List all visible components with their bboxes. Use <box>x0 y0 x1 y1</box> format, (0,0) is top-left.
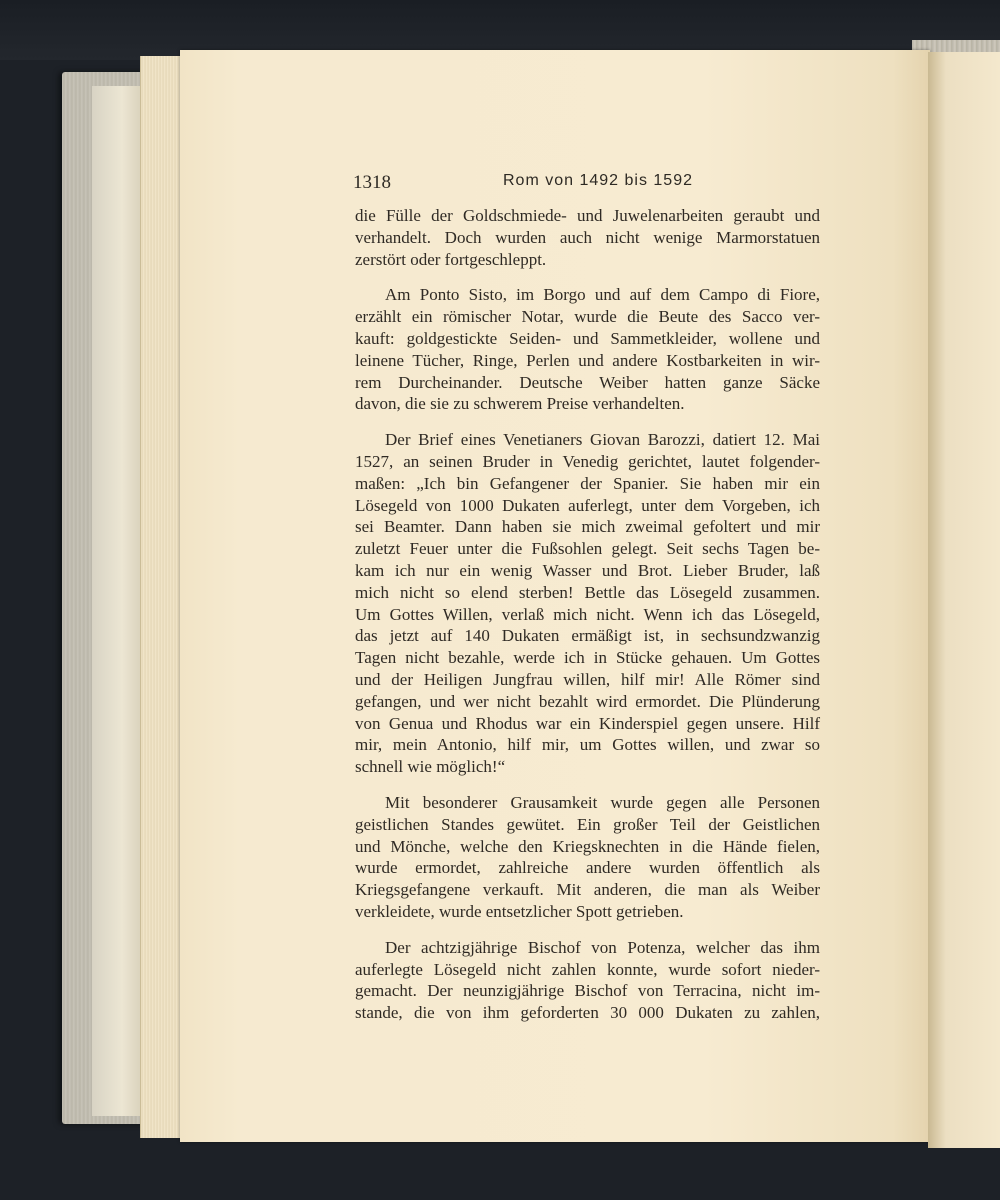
text-line: schnell wie möglich!“ <box>355 757 506 777</box>
text-line: stande, die von ihm geforderten 30 000 Dukaten zu zahlen, <box>355 1003 820 1023</box>
text-line: mir, mein Antonio, hilf mir, um Gottes willen, und zwar so <box>355 735 820 755</box>
text-line: gefangen, und wer nicht bezahlt wird ermordet. Die Plünderung <box>355 691 820 711</box>
paragraph <box>355 937 820 1024</box>
text-line: Der achtzigjährige Bischof von Potenza, welcher das ihm <box>385 937 820 957</box>
text-line: wurde ermordet, zahlreiche andere wurden öffentlich als <box>355 858 820 878</box>
text-line: rem Durcheinander. Deutsche Weiber hatten ganze Säcke <box>355 372 820 392</box>
text-line: Um Gottes Willen, verlaß mich nicht. Wenn ich das Lösegeld, <box>355 604 820 624</box>
text-line: gemacht. Der neunzigjährige Bischof von Terracina, nicht im- <box>355 981 820 1001</box>
text-line: und der Heiligen Jungfrau willen, hilf mir! Alle Römer sind <box>355 669 820 689</box>
text-line: zuletzt Feuer unter die Fußsohlen gelegt. Seit sechs Tagen be- <box>355 539 820 559</box>
text-line: Lösegeld von 1000 Dukaten auferlegt, unter dem Vorgeben, ich <box>355 495 820 515</box>
paragraph <box>355 429 820 778</box>
text-line: auferlegte Lösegeld nicht zahlen konnte, wurde sofort nieder- <box>355 959 820 979</box>
running-head: Rom von 1492 bis 1592 <box>503 172 693 189</box>
body-text <box>355 205 820 1024</box>
text-line: das jetzt auf 140 Dukaten ermäßigt ist, in sechsundzwanzig <box>355 626 820 646</box>
text-line: leinene Tücher, Ringe, Perlen und andere Kostbarkeiten in wir- <box>355 350 820 370</box>
text-line: Am Ponto Sisto, im Borgo und auf dem Campo di Fiore, <box>385 285 820 305</box>
page-number: 1318 <box>353 172 391 193</box>
paragraph <box>355 284 820 415</box>
facing-page <box>928 52 1000 1148</box>
text-line: Tagen nicht bezahle, werde ich in Stücke gehauen. Um Gottes <box>355 648 820 668</box>
text-line: zerstört oder fortgeschleppt. <box>355 249 547 269</box>
page-edges <box>140 56 185 1138</box>
text-line: von Genua und Rhodus war ein Kinderspiel gegen unsere. Hilf <box>355 713 820 733</box>
page-header <box>353 172 823 196</box>
text-line: erzählt ein römischer Notar, wurde die Beute des Sacco ver- <box>355 307 820 327</box>
text-line: maßen: „Ich bin Gefangener der Spanier. Sie haben mir ein <box>355 473 820 493</box>
text-line: und Mönche, welche den Kriegsknechten in die Hände fielen, <box>355 836 820 856</box>
text-line: kam ich nur ein wenig Wasser und Brot. Lieber Bruder, laß <box>355 560 820 580</box>
text-line: davon, die sie zu schwerem Preise verhandelten. <box>355 394 685 414</box>
paragraph <box>355 792 820 923</box>
text-line: geistlichen Standes gewütet. Ein großer Teil der Geistlichen <box>355 814 820 834</box>
text-line: Mit besonderer Grausamkeit wurde gegen alle Personen <box>385 792 820 812</box>
text-line: Der Brief eines Venetianers Giovan Barozzi, datiert 12. Mai <box>385 430 820 450</box>
text-line: sei Beamter. Dann haben sie mich zweimal gefoltert und mir <box>355 517 820 537</box>
text-line: verhandelt. Doch wurden auch nicht wenige Marmorstatuen <box>355 227 820 247</box>
text-line: Kriegsgefangene verkauft. Mit anderen, die man als Weiber <box>355 880 820 900</box>
text-line: mich nicht so elend sterben! Bettle das Lösegeld zusammen. <box>355 582 820 602</box>
text-line: 1527, an seinen Bruder in Venedig gerichtet, lautet folgender- <box>355 451 820 471</box>
text-line: verkleidete, wurde entsetzlicher Spott getrieben. <box>355 901 684 921</box>
paragraph <box>355 205 820 270</box>
text-line: kauft: goldgestickte Seiden- und Sammetkleider, wollene und <box>355 328 820 348</box>
book-cover-edge <box>92 86 142 1116</box>
text-line: die Fülle der Goldschmiede- und Juwelenarbeiten geraubt und <box>355 206 820 225</box>
